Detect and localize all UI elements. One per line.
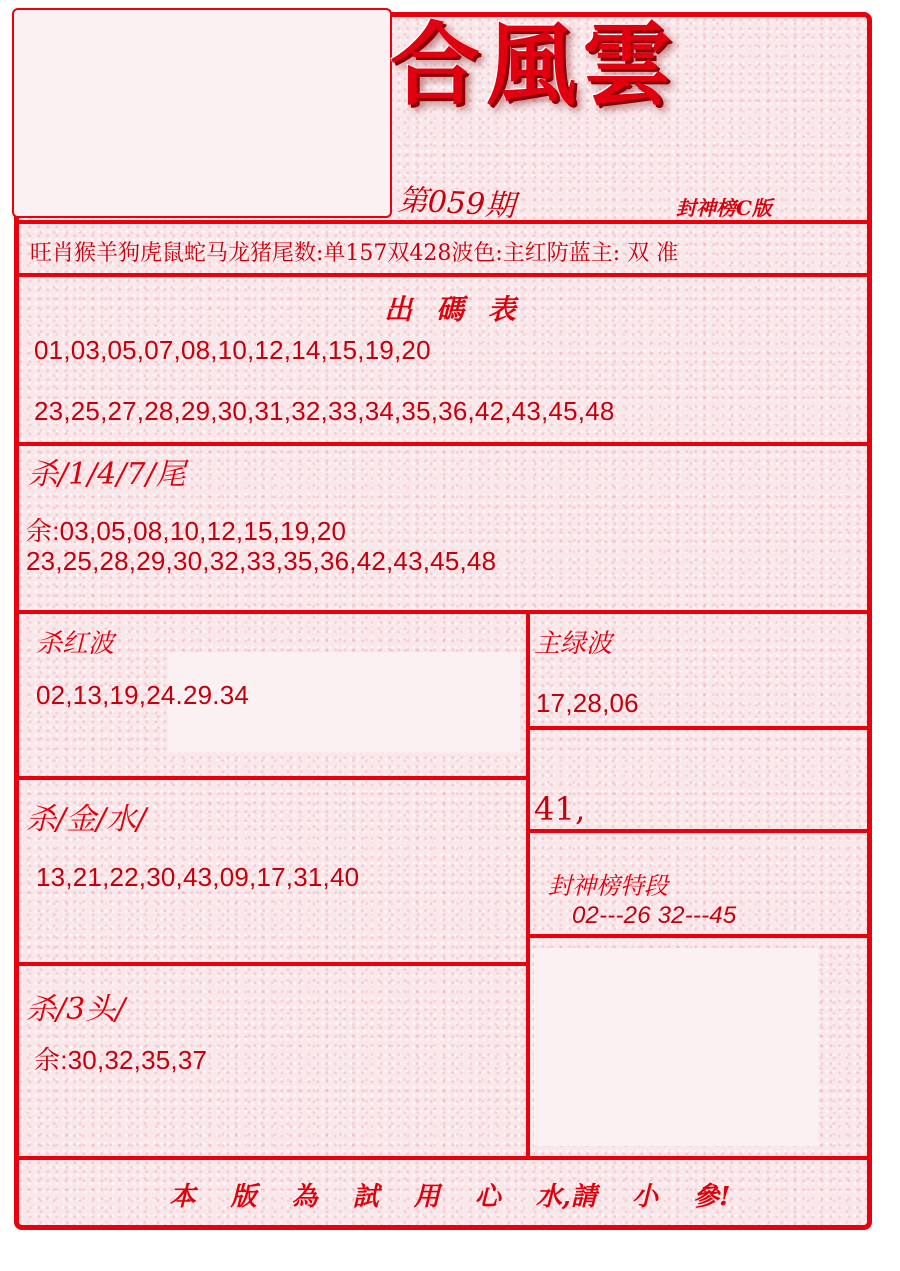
main-green-title: 主绿波 (534, 629, 613, 659)
masked-area-right (534, 948, 818, 1146)
special-values: 02---26 32---45 (572, 902, 737, 929)
kill-red-title: 杀红波 (36, 629, 115, 659)
kill-head-title: 杀/3头/ (26, 992, 126, 1027)
output-line-1: 01,03,05,07,08,10,12,14,15,19,20 (34, 335, 431, 365)
kill-tail-line-2: 23,25,28,29,30,32,33,35,36,42,43,45,48 (26, 546, 497, 576)
issue-number: 第059期 (396, 182, 516, 225)
value-41: 41, (534, 790, 586, 828)
divider-column (526, 612, 530, 1158)
kill-tail-title: 杀/1/4/7/尾 (28, 457, 186, 492)
divider-left-2 (18, 962, 530, 966)
page-title: 合風雲 (390, 12, 678, 118)
kill-tail-line-1: 余:03,05,08,10,12,15,19,20 (26, 516, 347, 546)
divider-left-1 (18, 776, 530, 780)
divider-table (18, 442, 868, 446)
divider-footer (18, 1156, 868, 1160)
footer-note: 本 版 為 試 用 心 水,請 小 參! (169, 1182, 731, 1212)
kill-red-values: 02,13,19,24.29.34 (36, 680, 250, 710)
divider-info (18, 273, 868, 277)
divider-right-2 (528, 829, 868, 833)
kill-head-values: 余:30,32,35,37 (34, 1045, 208, 1075)
masked-logo-area (12, 8, 392, 218)
kill-metal-water-values: 13,21,22,30,43,09,17,31,40 (36, 862, 360, 892)
info-bar: 旺肖猴羊狗虎鼠蛇马龙猪尾数:单157双428波色:主红防蓝主: 双 准 (30, 241, 679, 266)
output-line-2: 23,25,27,28,29,30,31,32,33,34,35,36,42,43,45,48 (34, 396, 615, 426)
edition-label: 封神榜C版 (676, 196, 772, 220)
special-title: 封神榜特段 (548, 872, 668, 900)
main-green-values: 17,28,06 (536, 688, 639, 718)
output-table-title: 出 碼 表 (384, 293, 516, 326)
divider-tail (18, 610, 868, 614)
divider-right-3 (528, 934, 868, 938)
kill-metal-water-title: 杀/金/水/ (26, 802, 147, 837)
divider-right-1 (528, 726, 868, 730)
